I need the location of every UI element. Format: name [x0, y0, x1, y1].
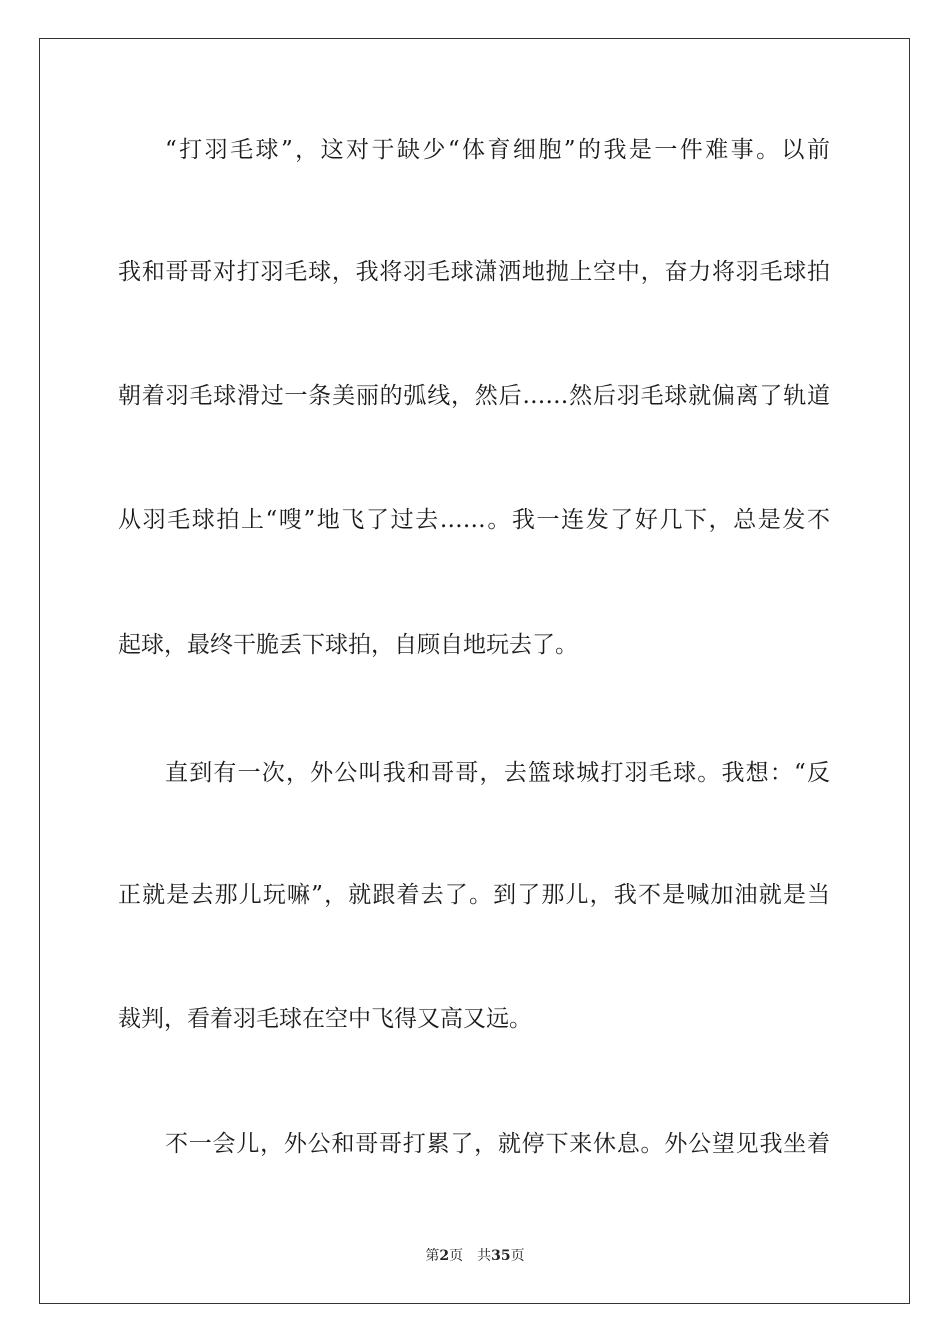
- paragraph-line: 我和哥哥对打羽毛球，我将羽毛球潇洒地抛上空中，奋力将羽毛球拍: [118, 259, 830, 285]
- page-suffix: 页: [449, 1248, 464, 1264]
- total-pages: 35: [491, 1248, 511, 1264]
- page-prefix: 第: [425, 1248, 440, 1264]
- page-footer: [0, 1246, 950, 1266]
- page-border: [39, 38, 910, 1304]
- page-number: 2: [439, 1248, 450, 1264]
- paragraph-line: 直到有一次，外公叫我和哥哥，去篮球城打羽毛球。我想：“反: [165, 760, 830, 786]
- paragraph-line: 从羽毛球拍上“嗖”地飞了过去……。我一连发了好几下，总是发不: [118, 507, 830, 533]
- paragraph-line: “打羽毛球”，这对于缺少“体育细胞”的我是一件难事。以前: [165, 137, 830, 163]
- total-prefix: 共: [477, 1248, 492, 1264]
- total-suffix: 页: [510, 1248, 525, 1264]
- paragraph-line: 朝着羽毛球滑过一条美丽的弧线，然后……然后羽毛球就偏离了轨道: [118, 383, 830, 409]
- paragraph-line: 裁判，看着羽毛球在空中飞得又高又远。: [118, 1006, 532, 1032]
- paragraph-line: 正就是去那儿玩嘛”，就跟着去了。到了那儿，我不是喊加油就是当: [118, 882, 830, 908]
- paragraph-line: 不一会儿，外公和哥哥打累了，就停下来休息。外公望见我坐着: [165, 1131, 830, 1157]
- paragraph-line: 起球，最终干脆丢下球拍，自顾自地玩去了。: [118, 632, 578, 658]
